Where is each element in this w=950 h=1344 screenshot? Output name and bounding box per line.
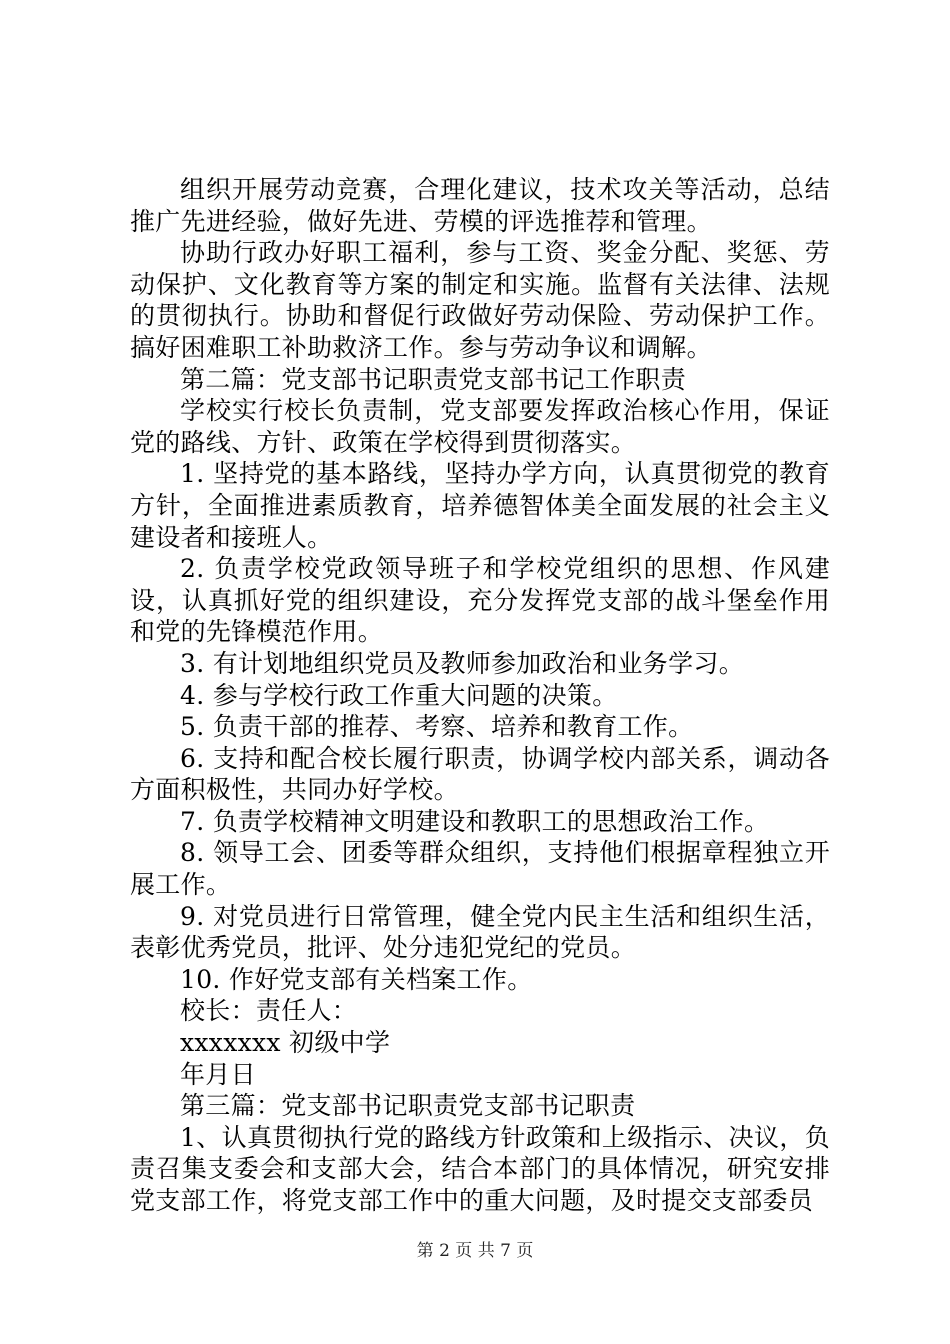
paragraph: 学校实行校长负责制，党支部要发挥政治核心作用，保证党的路线、方针、政策在学校得到贯彻落实。 [130, 396, 830, 457]
section-heading: 第三篇：党支部书记职责党支部书记职责 [180, 1091, 636, 1121]
document-body [130, 174, 830, 1217]
list-item: 4. 参与学校行政工作重大问题的决策。 [180, 680, 618, 710]
list-item: 1、认真贯彻执行党的路线方针政策和上级指示、决议，负责召集支委会和支部大会，结合本部门的具体情况，研究安排党支部工作，将党支部工作中的重大问题，及时提交支部委员 [130, 1122, 830, 1215]
list-item: 2. 负责学校党政领导班子和学校党组织的思想、作风建设，认真抓好党的组织建设，充分发挥党支部的战斗堡垒作用和党的先锋模范作用。 [130, 554, 830, 647]
paragraph: 协助行政办好职工福利，参与工资、奖金分配、奖惩、劳动保护、文化教育等方案的制定和实施。监督有关法律、法规的贯彻执行。协助和督促行政做好劳动保险、劳动保护工作。搞好困难职工补助救济工作。参与劳动争议和调解。 [130, 238, 830, 362]
list-item: 10. 作好党支部有关档案工作。 [180, 964, 533, 994]
section-heading: 第二篇：党支部书记职责党支部书记工作职责 [180, 364, 687, 394]
signature-line: 校长：责任人： [180, 996, 358, 1026]
list-item: 7. 负责学校精神文明建设和教职工的思想政治工作。 [180, 806, 770, 836]
list-item: 8. 领导工会、团委等群众组织，支持他们根据章程独立开展工作。 [130, 838, 830, 900]
list-item: 3. 有计划地组织党员及教师参加政治和业务学习。 [180, 648, 745, 678]
paragraph: 组织开展劳动竞赛，合理化建议，技术攻关等活动，总结推广先进经验，做好先进、劳模的评选推荐和管理。 [130, 175, 830, 236]
list-item: 6. 支持和配合校长履行职责，协调学校内部关系，调动各方面积极性，共同办好学校。 [130, 743, 830, 805]
date-line: 年月日 [180, 1059, 256, 1089]
school-name: xxxxxxx 初级中学 [180, 1028, 391, 1058]
page-number-footer: 第 2 页 共 7 页 [416, 1241, 534, 1261]
list-item: 5. 负责干部的推荐、考察、培养和教育工作。 [180, 712, 694, 742]
list-item: 9. 对党员进行日常管理，健全党内民主生活和组织生活，表彰优秀党员，批评、处分违犯党纪的党员。 [130, 901, 830, 963]
list-item: 1. 坚持党的基本路线，坚持办学方向，认真贯彻党的教育方针，全面推进素质教育，培养德智体美全面发展的社会主义建设者和接班人。 [130, 459, 830, 552]
